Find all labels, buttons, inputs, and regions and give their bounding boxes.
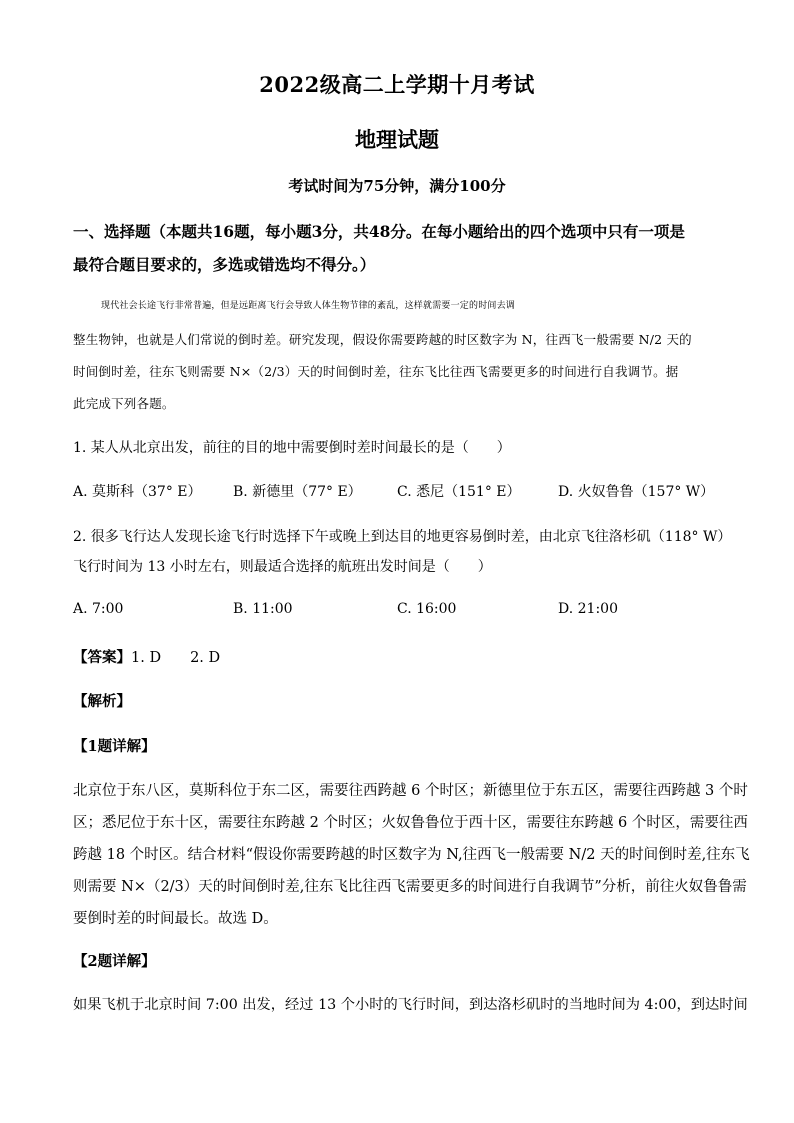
detail-1-line-1: 北京位于东八区，莫斯科位于东二区，需要往西跨越 6 个时区；新德里位于东五区，需要往西跨越 3 个时	[73, 783, 748, 799]
analysis-label: 【解析】	[73, 693, 131, 710]
question-1-stem: 1. 某人从北京出发，前往的目的地中需要倒时差时间最长的是（ ）	[73, 440, 511, 456]
answer-line	[73, 646, 733, 667]
exam-info: 考试时间为75分钟，满分100分	[288, 177, 506, 195]
question-2-stem-line-2: 飞行时间为 13 小时左右，则最适合选择的航班出发时间是（ ）	[73, 559, 492, 575]
detail-1-line-2: 区；悉尼位于东十区，需要往东跨越 2 个时区；火奴鲁鲁位于西十区，需要往东跨越 6 个时区，需要往西	[73, 815, 748, 831]
question-2-option-b: B. 11:00	[233, 601, 293, 617]
detail-1-line-4: 则需要 N×（2/3）天的时间倒时差,往东飞比往西飞需要更多的时间进行自我调节”分析，前往火奴鲁鲁需	[73, 879, 747, 895]
detail-1-line-5: 要倒时差的时间最长。故选 D。	[73, 911, 278, 927]
question-1-option-d: D. 火奴鲁鲁（157° W）	[558, 484, 715, 500]
detail-1-line-3: 跨越 18 个时区。结合材料“假设你需要跨越的时区数字为 N,往西飞一般需要 N/2 天的时间倒时差,往东飞	[73, 847, 750, 863]
answer-text: 1. D 2. D	[131, 650, 221, 666]
question-2-stem-line-1: 2. 很多飞行达人发现长途飞行时选择下午或晚上到达目的地更容易倒时差，由北京飞往洛杉矶（118° W）	[73, 529, 732, 545]
subject-title: 地理试题	[355, 127, 439, 152]
section-heading-line-2: 最符合题目要求的，多选或错选均不得分。）	[73, 255, 376, 274]
detail-2-line-1: 如果飞机于北京时间 7:00 出发，经过 13 个小时的飞行时间，到达洛杉矶时的当地时间为 4:00，到达时间	[73, 997, 748, 1013]
exam-title: 2022级高二上学期十月考试	[259, 72, 535, 97]
material-line-3: 时间倒时差，往东飞则需要 N×（2/3）天的时间倒时差，往东飞比往西飞需要更多的时间进行自我调节。据	[73, 364, 679, 379]
question-2-option-c: C. 16:00	[397, 601, 457, 617]
question-2-option-d: D. 21:00	[558, 601, 618, 617]
material-line-1: 现代社会长途飞行非常普遍，但是远距离飞行会导致人体生物节律的紊乱，这样就需要一定的时间去调	[101, 301, 516, 311]
detail-1-label: 【1题详解】	[73, 738, 156, 755]
material-line-2: 整生物钟，也就是人们常说的倒时差。研究发现，假设你需要跨越的时区数字为 N，往西飞一般需要 N/2 天的	[73, 332, 692, 347]
question-2-option-a: A. 7:00	[73, 601, 124, 617]
material-line-4: 此完成下列各题。	[73, 396, 175, 411]
question-1-option-a: A. 莫斯科（37° E）	[73, 484, 202, 500]
section-heading-line-1: 一、选择题（本题共16题，每小题3分，共48分。在每小题给出的四个选项中只有一项是	[73, 222, 685, 241]
question-1-option-b: B. 新德里（77° E）	[233, 484, 362, 500]
detail-2-label: 【2题详解】	[73, 953, 156, 970]
question-1-option-c: C. 悉尼（151° E）	[397, 484, 521, 500]
answer-label: 【答案】	[73, 649, 131, 666]
